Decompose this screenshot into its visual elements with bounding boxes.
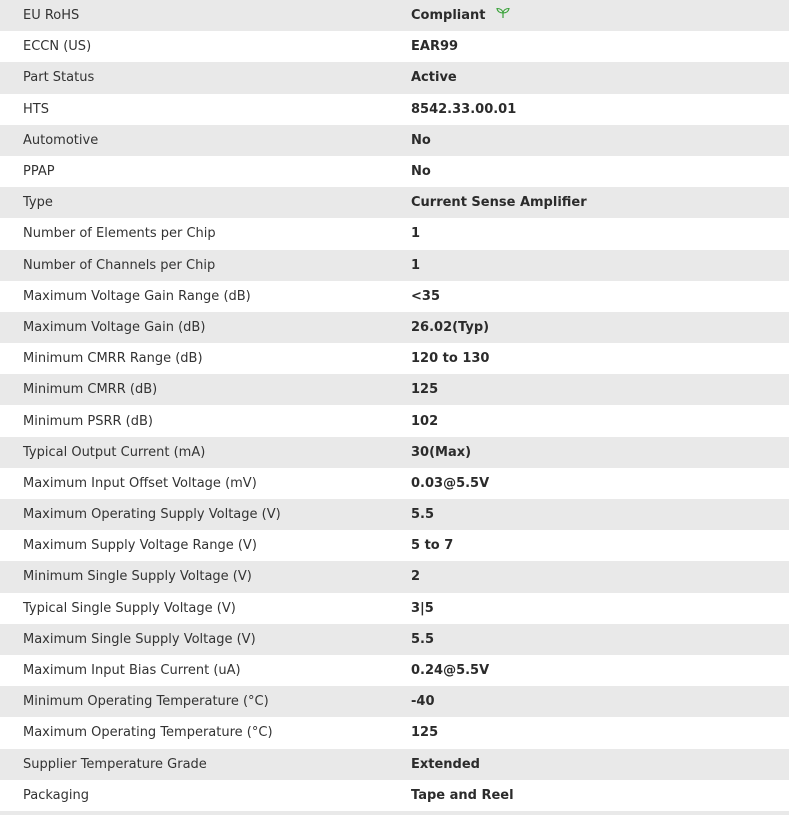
- spec-value: 0.24@5.5V: [411, 663, 490, 679]
- spec-row: [0, 312, 789, 343]
- spec-row: [0, 405, 789, 436]
- spec-value: 30(Max): [411, 444, 472, 460]
- spec-label: Typical Single Supply Voltage (V): [23, 600, 236, 616]
- spec-row: [0, 94, 789, 125]
- table-next-row-edge: [0, 811, 789, 815]
- spec-label: Maximum Voltage Gain (dB): [23, 319, 206, 335]
- spec-value: 3|5: [411, 600, 434, 616]
- spec-value: 5.5: [411, 507, 435, 523]
- spec-value: 125: [411, 382, 439, 398]
- spec-label: Minimum Single Supply Voltage (V): [23, 569, 252, 585]
- spec-row: [0, 250, 789, 281]
- spec-value: 1: [411, 257, 421, 273]
- spec-value: 102: [411, 413, 439, 429]
- spec-row: [0, 468, 789, 499]
- spec-value: 8542.33.00.01: [411, 101, 517, 117]
- spec-row: [0, 437, 789, 468]
- spec-label: Supplier Temperature Grade: [23, 756, 207, 772]
- spec-value: EAR99: [411, 39, 459, 55]
- spec-row: [0, 686, 789, 717]
- leaf-icon: [496, 7, 510, 23]
- spec-value: Tape and Reel: [411, 787, 514, 803]
- spec-label: Maximum Input Bias Current (uA): [23, 663, 241, 679]
- spec-row: [0, 343, 789, 374]
- spec-label: Number of Elements per Chip: [23, 226, 216, 242]
- spec-label: Type: [23, 195, 53, 211]
- spec-value: <35: [411, 288, 440, 304]
- spec-label: Automotive: [23, 132, 99, 148]
- spec-row: [0, 624, 789, 655]
- spec-value: Current Sense Amplifier: [411, 195, 587, 211]
- spec-row: [0, 561, 789, 592]
- spec-label: Maximum Supply Voltage Range (V): [23, 538, 257, 554]
- spec-row: [0, 499, 789, 530]
- spec-label: Maximum Input Offset Voltage (mV): [23, 475, 257, 491]
- spec-value: -40: [411, 694, 435, 710]
- spec-value-cell: [387, 0, 789, 31]
- spec-label: Part Status: [23, 70, 95, 86]
- spec-value: No: [411, 132, 431, 148]
- spec-value: 0.03@5.5V: [411, 475, 490, 491]
- spec-row: [0, 655, 789, 686]
- spec-row: [0, 780, 789, 811]
- spec-label: ECCN (US): [23, 39, 92, 55]
- spec-label: Minimum CMRR Range (dB): [23, 351, 203, 367]
- spec-label: Minimum PSRR (dB): [23, 413, 153, 429]
- spec-row: [0, 281, 789, 312]
- spec-value: 120 to 130: [411, 351, 490, 367]
- spec-row: [0, 125, 789, 156]
- spec-value: 2: [411, 569, 421, 585]
- spec-row: [0, 374, 789, 405]
- spec-row: [0, 187, 789, 218]
- spec-row: [0, 0, 789, 31]
- spec-value: No: [411, 164, 431, 180]
- spec-value: 26.02(Typ): [411, 319, 490, 335]
- spec-label: Packaging: [23, 787, 89, 803]
- spec-label: Typical Output Current (mA): [23, 444, 206, 460]
- spec-value: 5.5: [411, 631, 435, 647]
- spec-value: 125: [411, 725, 439, 741]
- spec-row: [0, 717, 789, 748]
- spec-label: EU RoHS: [23, 8, 80, 24]
- spec-label: PPAP: [23, 164, 55, 180]
- spec-row: [0, 31, 789, 62]
- spec-value: Extended: [411, 756, 480, 772]
- spec-value: 5 to 7: [411, 538, 454, 554]
- spec-row: [0, 593, 789, 624]
- spec-row: [0, 530, 789, 561]
- spec-label: Minimum Operating Temperature (°C): [23, 694, 269, 710]
- spec-label: Maximum Single Supply Voltage (V): [23, 631, 256, 647]
- spec-label: Maximum Operating Supply Voltage (V): [23, 507, 281, 523]
- spec-row: [0, 62, 789, 93]
- spec-label: Maximum Operating Temperature (°C): [23, 725, 273, 741]
- spec-value: 1: [411, 226, 421, 242]
- spec-label: Minimum CMRR (dB): [23, 382, 158, 398]
- spec-row: [0, 749, 789, 780]
- spec-label: HTS: [23, 101, 49, 117]
- spec-value: Active: [411, 70, 457, 86]
- spec-value: Compliant: [411, 8, 486, 24]
- spec-label: Maximum Voltage Gain Range (dB): [23, 288, 251, 304]
- spec-row: [0, 156, 789, 187]
- spec-row: [0, 218, 789, 249]
- spec-label: Number of Channels per Chip: [23, 257, 216, 273]
